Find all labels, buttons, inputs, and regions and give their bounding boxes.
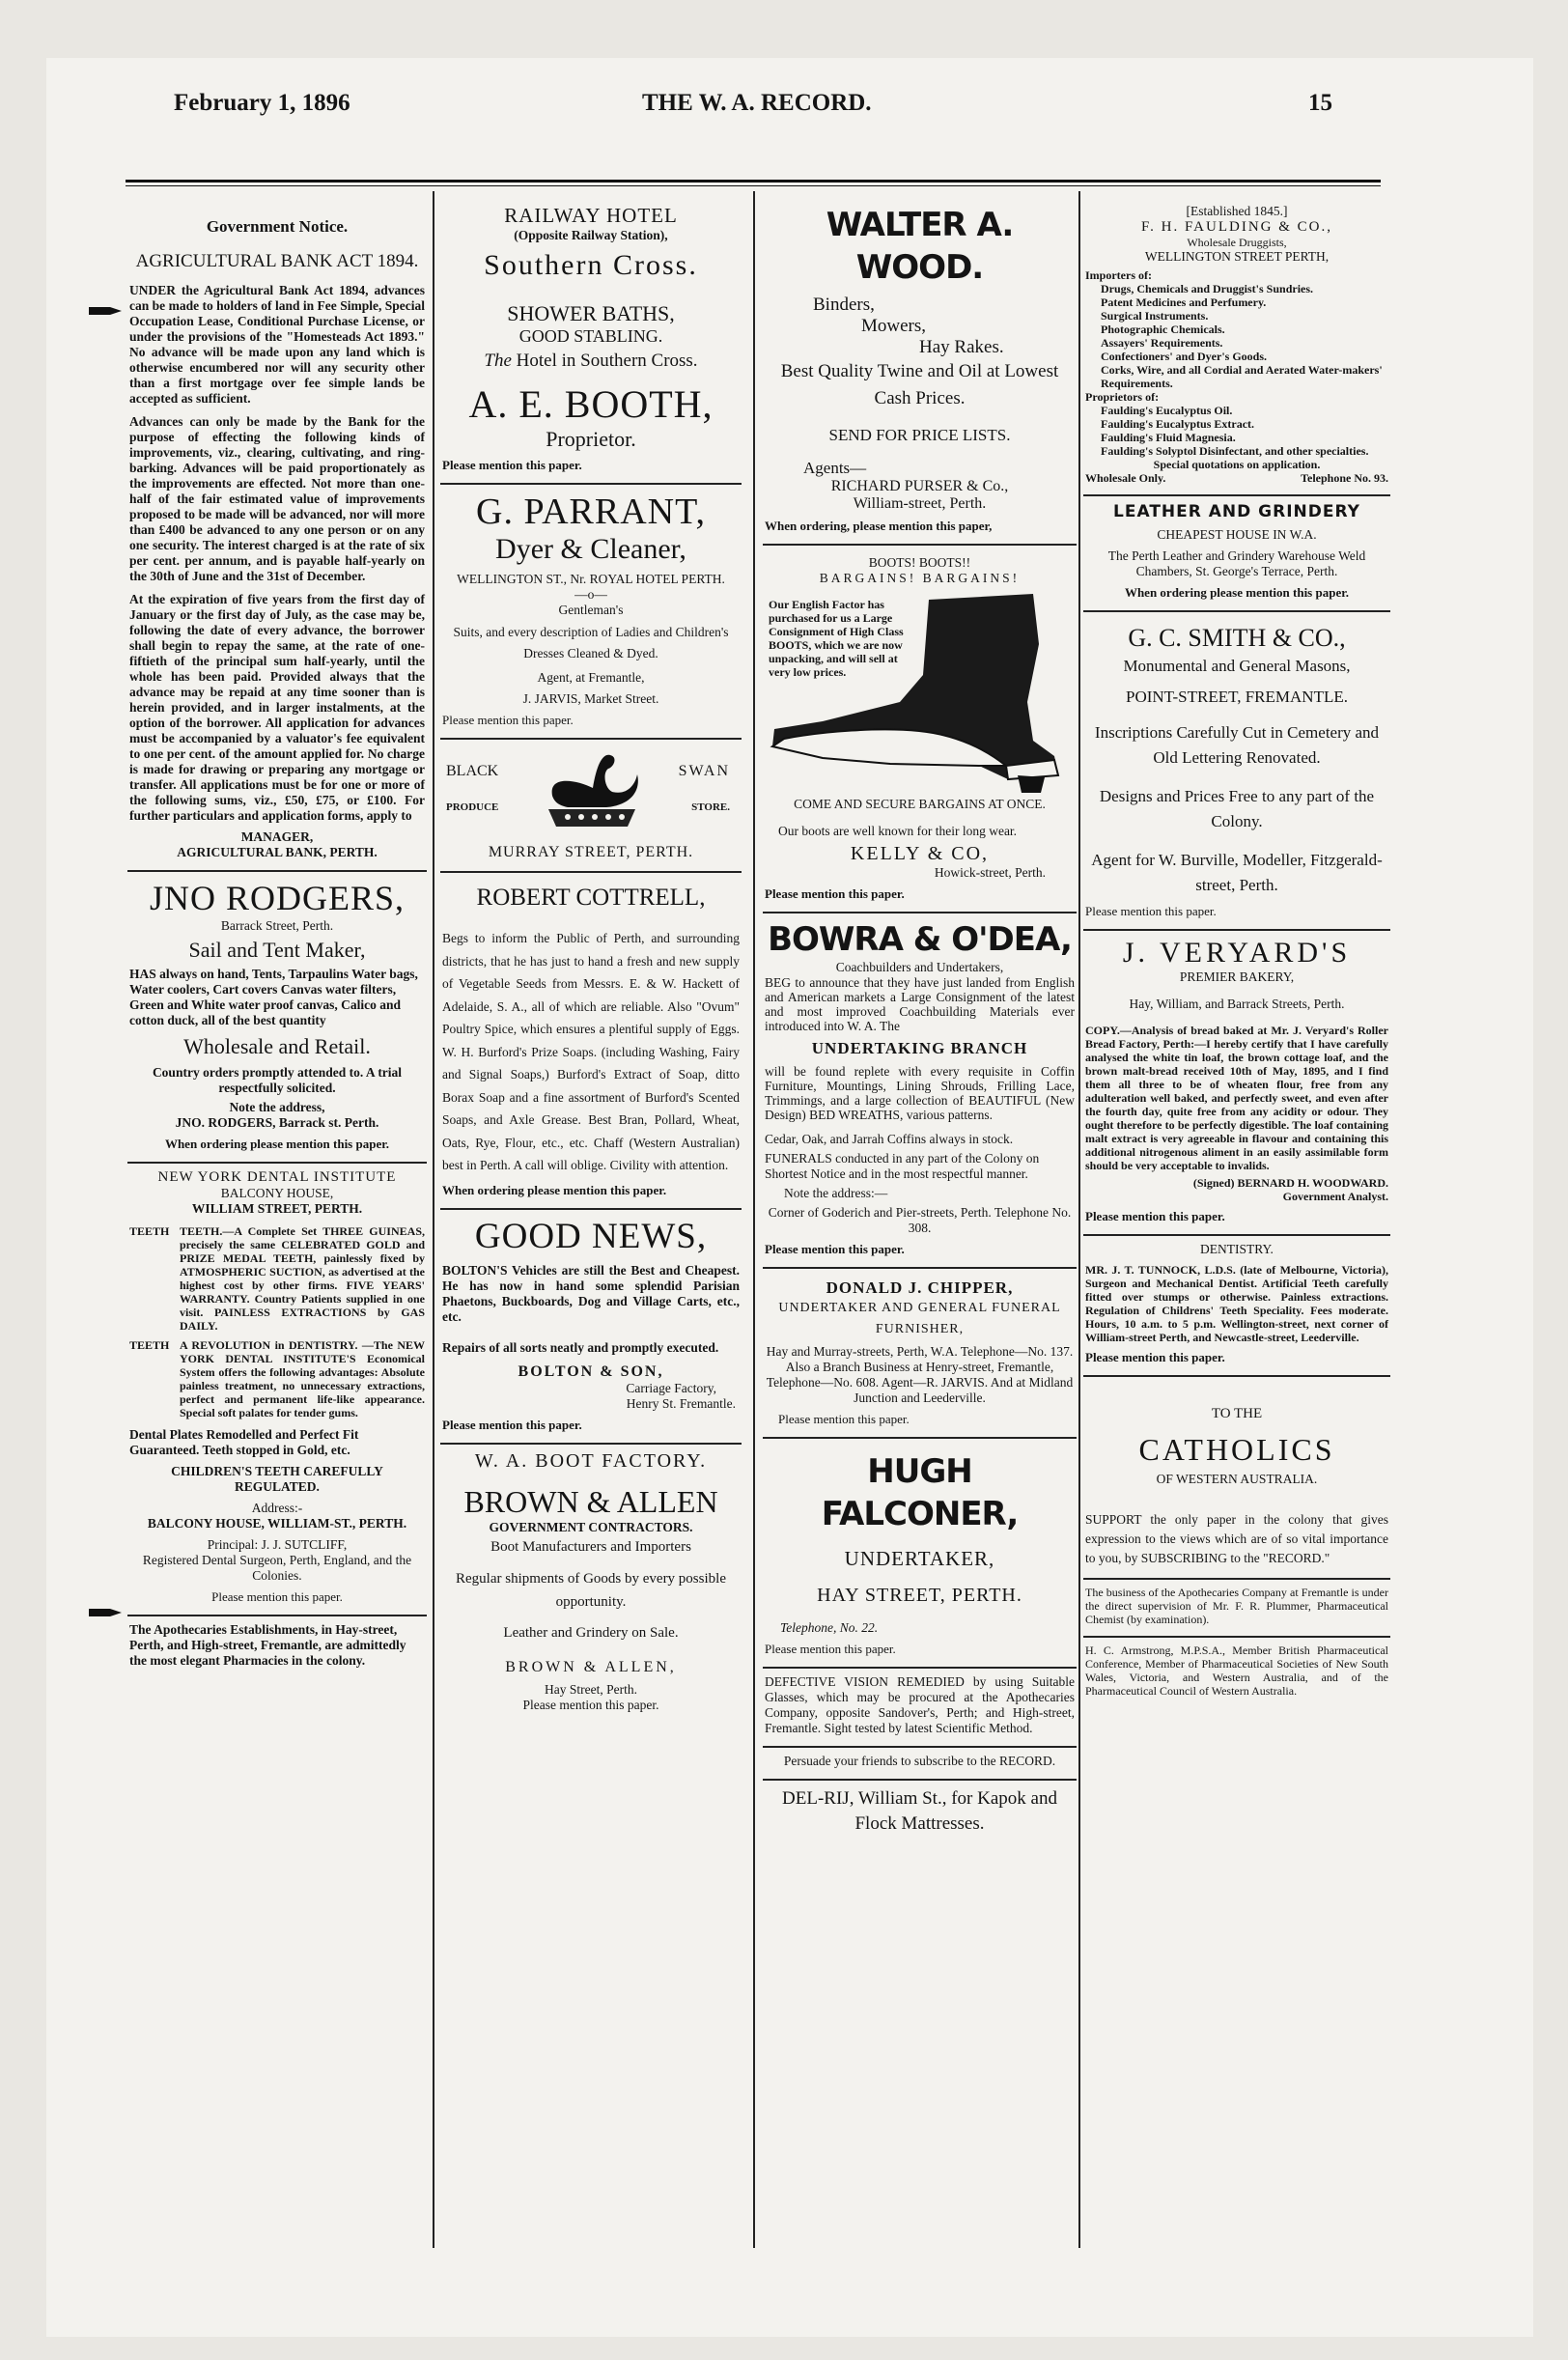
advertiser-name: BROWN & ALLEN (463, 1483, 718, 1519)
bolton-ad (440, 1210, 742, 1445)
ad-text: William-street, Perth. (853, 495, 987, 512)
ad-text: Cedar, Oak, and Jarrah Coffins always in stock. (765, 1132, 1014, 1146)
ad-text: WELLINGTON ST., Nr. ROYAL HOTEL PERTH. (457, 572, 725, 586)
ad-text: Howick-street, Perth. (934, 865, 1046, 880)
ad-text: FUNERALS conducted in any part of the Colony on Shortest Notice and in the most respectful manner. (765, 1151, 1040, 1181)
teeth-label: TEETH (129, 1338, 170, 1352)
apothecaries-company-ad (1083, 1580, 1390, 1638)
advertiser-name: BOWRA & O'DEA, (768, 920, 1072, 959)
column-divider (433, 191, 434, 2248)
ad-text: Hay Street, Perth. (545, 1681, 637, 1697)
dental-institute-ad (127, 1164, 427, 1616)
ad-text: HAY STREET, PERTH. (817, 1585, 1022, 1606)
ad-text: STORE. (691, 801, 730, 813)
dental-block (129, 1224, 425, 1333)
mention-paper: Please mention this paper. (442, 1417, 582, 1432)
mention-paper: Please mention this paper. (778, 1412, 910, 1426)
ad-text: Proprietors of: (1085, 390, 1160, 404)
apothecaries-ad (127, 1616, 427, 1678)
ad-text: OF WESTERN AUSTRALIA. (1156, 1472, 1318, 1486)
vision-ad (763, 1669, 1077, 1748)
ad-text: TEETH.—A Complete Set THREE GUINEAS, precisely the same CELEBRATED GOLD and PRIZE MEDAL TEETH, painlessly fixed by ATMOSPHERIC SUCTION, as advertised at the highest cost by other firms. FIVE YEARS' WARRANTY. Country Patients supplied in one visit. PAINLESS EXTRACTIONS by GAS DAILY. (180, 1224, 425, 1333)
advertiser-name: WALTER A. WOOD. (826, 206, 1014, 287)
armstrong-ad (1083, 1638, 1390, 1707)
ad-text: Designs and Prices Free to any part of the Colony. (1099, 787, 1375, 830)
page-number: 15 (1308, 90, 1332, 116)
ad-text: Telephone, No. 22. (780, 1620, 879, 1635)
ad-text: UNDERTAKER, (844, 1547, 995, 1570)
walter-wood-ad (763, 198, 1077, 546)
advertiser-name: ROBERT COTTRELL, (476, 885, 706, 911)
parrant-ad (440, 485, 742, 740)
ad-text: UNDERTAKING BRANCH (811, 1039, 1028, 1057)
mention-paper: Please mention this paper. (211, 1589, 343, 1604)
veryard-ad (1083, 931, 1390, 1236)
list-item: Faulding's Solyptol Disinfectant, and other specialties. (1101, 444, 1369, 458)
swan-banner (442, 745, 740, 834)
advertiser-name: GOOD NEWS, (474, 1216, 708, 1256)
ad-text: JNO. RODGERS, Barrack st. Perth. (175, 1115, 379, 1130)
boot-icon (765, 586, 1077, 797)
ad-text: WELLINGTON STREET PERTH, (1144, 249, 1330, 264)
mention-paper: Please mention this paper. (442, 713, 574, 727)
advertiser-name: RAILWAY HOTEL (504, 204, 678, 227)
advertiser-name: NEW YORK DENTAL INSTITUTE (157, 1169, 397, 1185)
mention-paper: When ordering please mention this paper. (442, 1182, 667, 1197)
mention-paper: Please mention this paper. (1085, 1350, 1225, 1364)
mention-paper: Please mention this paper. (765, 1642, 896, 1656)
kelly-boots-ad (763, 546, 1077, 913)
act-title: AGRICULTURAL BANK ACT 1894. (135, 251, 419, 271)
advertiser-address: Barrack Street, Perth. (220, 918, 334, 933)
ad-text: The Perth Leather and Grindery Warehouse Weld Chambers, St. George's Terrace, Perth. (1107, 548, 1366, 578)
advertiser-name: F. H. FAULDING & CO., (1140, 219, 1333, 235)
ad-text: will be found replete with every requisite in Coffin Furniture, Mountings, Lining Shrouds, Frilling Lace, Trimmings, and a large collection of BEAUTIFUL (New Design) BED WREATHS, various patterns. (765, 1064, 1075, 1122)
notice-paragraph: UNDER the Agricultural Bank Act 1894, advances can be made to holders of land in Fee Simple, Special Occupation Lease, Conditional Purchase License, or under the provisions of the "Homesteads Act 1893." No advance will be made upon any land which is otherwise encumbered nor will any security other than a first mortgage over fee simple lands be accepted as sufficient. (129, 283, 425, 406)
notice-paragraph: Advances can only be made by the Bank for the purpose of effecting the following kinds of improvements, viz., clearing, cultivating, and ring-barking. Advances will be paid proportionately as the improvements are effected. Not more than one-half of the fair estimated value of improvements proposed to be made will be advanced, nor will more than £400 be advanced to any one person or on any one security. The interest charged is at the rate of six per cent. per annum, and is payable half-yearly on the 30th of June and the 31st of December. (129, 414, 425, 583)
ad-text: Southern Cross. (484, 249, 698, 281)
advertiser-name: DENTISTRY. (1200, 1242, 1274, 1256)
mention-paper: Please mention this paper. (1085, 1209, 1225, 1223)
advertiser-name: G. C. SMITH & CO., (1128, 624, 1346, 652)
ad-text: Our boots are well known for their long wear. (778, 824, 1018, 838)
issue-date: February 1, 1896 (174, 90, 350, 116)
ad-text: Dental Plates Remodelled and Perfect Fit Guaranteed. Teeth stopped in Gold, etc. (129, 1427, 359, 1457)
ad-text: WILLIAM STREET, PERTH. (191, 1201, 363, 1216)
ad-text: —o— (574, 587, 607, 602)
ad-text: H. C. Armstrong, M.P.S.A., Member British Pharmaceutical Conference, Member of Pharmaceutical Societies of New South Wales, Victoria, and Western Australia, and of the Pharmaceutical Council of Western Australia. (1085, 1644, 1388, 1698)
ad-text: Our English Factor has purchased for us a Large Consignment of High Class BOOTS, which we are now unpacking, and will sell at very low prices. (769, 598, 904, 679)
ad-text: The business of the Apothecaries Company at Fremantle is under the direct supervision of Mr. F. R. Plummer, Pharmaceutical Chemist (by examination). (1085, 1586, 1388, 1626)
ad-text: Regular shipments of Goods by every possible opportunity. (456, 1570, 726, 1610)
ad-text: (Signed) BERNARD H. WOODWARD. (1192, 1176, 1388, 1190)
ad-text: Henry St. Fremantle. (626, 1395, 736, 1411)
signature: AGRICULTURAL BANK, PERTH. (177, 845, 378, 859)
list-item: Faulding's Eucalyptus Extract. (1101, 417, 1255, 431)
ad-text: Best Quality Twine and Oil at Lowest Cash Prices. (780, 361, 1059, 408)
ad-text: Note the address:— (784, 1186, 888, 1200)
newspaper-title: THE W. A. RECORD. (642, 90, 872, 116)
black-swan-ad (440, 740, 742, 873)
ad-text: POINT-STREET, FREMANTLE. (1126, 688, 1348, 706)
boot-factory-ad (440, 1445, 742, 1723)
ad-text: SHOWER BATHS, (507, 301, 675, 325)
ad-text: Importers of: (1085, 268, 1152, 282)
ad-text: Corner of Goderich and Pier-streets, Perth. Telephone No. 308. (768, 1205, 1072, 1235)
list-item: Photographic Chemicals. (1101, 323, 1225, 336)
ad-text: Registered Dental Surgeon, Perth, England, and the Colonies. (142, 1553, 412, 1583)
mention-paper: Please mention this paper. (1085, 904, 1217, 918)
list-item: Corks, Wire, and all Cordial and Aerated Water-makers' Requirements. (1101, 363, 1383, 390)
ad-text: COPY.—Analysis of bread baked at Mr. J. Veryard's Roller Bread Factory, Perth:—I hereby certify that I have carefully analysed the white tin loaf, the brown cottage loaf, and the brown malt-bread received 10th of May, 1895, and I find them all three to be of wheaten flour, free from any adulteration well baked, and perfectly sweet, and even after the fourth day, quite free from any acidity or odour. They ought therefore to be perfectly digestible. The loaf containing malt extract is very agreeable in flavour and containing this additional nitrogenous aliment in an easily assimilable form should be very acceptable to invalids. (1085, 1024, 1388, 1172)
advertiser-name: JNO RODGERS, (149, 879, 406, 917)
ad-text: Mowers, (861, 316, 927, 336)
list-item: Confectioners' and Dyer's Goods. (1101, 350, 1267, 363)
cottrell-ad (440, 873, 742, 1210)
railway-hotel-ad (440, 198, 742, 485)
ad-text: J. JARVIS, Market Street. (522, 691, 659, 706)
ad-text: Agent, at Fremantle, (537, 670, 645, 685)
column-4 (1083, 198, 1390, 1707)
ad-text: Address:- (251, 1501, 303, 1515)
catholics-ad (1083, 1377, 1390, 1580)
ad-text: CHEAPEST HOUSE IN W.A. (1157, 527, 1317, 542)
ad-text: Country orders promptly attended to. A trial respectfully solicited. (152, 1065, 403, 1095)
ad-text: Monumental and General Masons, (1123, 657, 1351, 675)
advertiser-name: LEATHER AND GRINDERY (1113, 502, 1360, 521)
ad-text: BLACK (446, 763, 499, 779)
ad-text: HAS always on hand, Tents, Tarpaulins Water bags, Water coolers, Cart covers Canvas water filters, Green and White water proof canvas, Calico and cotton duck, all of the best quantity (129, 967, 418, 1027)
ad-text: BALCONY HOUSE, (220, 1186, 334, 1200)
ad-text: BOLTON'S Vehicles are still the Best and Cheapest. He has now in hand some splendid Parisian Phaetons, Buckboards, Dog and Village Carts, etc., etc. (442, 1262, 740, 1324)
ad-text: GOVERNMENT CONTRACTORS. (489, 1519, 693, 1534)
advertiser-name: G. PARRANT, (476, 492, 706, 532)
leather-grindery-ad (1083, 496, 1390, 612)
notice-paragraph: At the expiration of five years from the first day of January or the first day of July, as the case may be, following the date of every advance, the borrower shall begin to repay the same, at the rate of one-fiftieth of the principal sum half-yearly, until the whole has been paid. Provided always that the advance may be repaid at any time sooner than is herein provided, and in larger instalments, at the option of the borrower. All application for advances must be accompanied by a valuator's fee equivalent to one per cent. of the amount applied for. No charge is made for drawing or preparing any mortgage or transfer. All applications must be for one or more of the following sums, viz., £50, £75, or £100. For further particulars and application forms, apply to (129, 592, 425, 823)
ad-text: UNDERTAKER AND GENERAL FUNERAL FURNISHER, (778, 1301, 1061, 1336)
ad-text: SWAN (678, 763, 730, 779)
ad-text: DEFECTIVE VISION REMEDIED by using Suitable Glasses, which may be procured at the Apothecaries Company, opposite Sandover's, Perth; and High-street, Fremantle. Sight tested by latest Scientific Method. (765, 1674, 1075, 1735)
ad-text: [Established 1845.] (1186, 204, 1288, 218)
ad-text: (Opposite Railway Station), (514, 228, 668, 242)
list-item: Faulding's Eucalyptus Oil. (1101, 404, 1233, 417)
ad-text: Hay, William, and Barrack Streets, Perth. (1129, 997, 1345, 1011)
ad-text: Leather and Grindery on Sale. (503, 1624, 679, 1641)
dentistry-ad (1083, 1236, 1390, 1377)
ad-text: Repairs of all sorts neatly and promptly executed. (442, 1339, 719, 1355)
ad-text: Telephone No. 93. (1301, 471, 1388, 485)
mention-paper: When ordering please mention this paper. (164, 1137, 390, 1151)
ad-text: GOOD STABLING. (518, 326, 663, 346)
ad-text: PRODUCE (446, 801, 499, 813)
advertiser-name: A. E. BOOTH, (468, 382, 714, 426)
list-item: Assayers' Requirements. (1101, 336, 1223, 350)
column-divider (753, 191, 755, 2248)
ad-text: BEG to announce that they have just landed from English and American markets a Large Consignment of the latest and most improved Coachbuilding Materials ever introduced into W. A. The (765, 975, 1075, 1033)
advertiser-name: CATHOLICS (1138, 1432, 1335, 1467)
mention-paper: When ordering, please mention this paper, (765, 519, 993, 533)
advertiser-trade: Sail and Tent Maker, (188, 938, 366, 962)
ad-text: Wholesale and Retail. (183, 1034, 371, 1058)
ad-text: Hay and Murray-streets, Perth, W.A. Telephone—No. 137. Also a Branch Business at Henry-street, Fremantle, Telephone—No. 608. Agent—R. JARVIS. And at Midland Junction and Leederville. (766, 1344, 1074, 1405)
ad-text: The Apothecaries Establishments, in Hay-street, Perth, and High-street, Fremantle, are admittedly the most elegant Pharmacies in the colony. (129, 1622, 406, 1668)
boot-illustration (765, 586, 1075, 797)
ad-text: MURRAY STREET, PERTH. (488, 844, 694, 860)
ad-text: CHILDREN'S TEETH CAREFULLY REGULATED. (171, 1464, 383, 1494)
ad-text: Hotel in Southern Cross. (516, 351, 698, 371)
ad-text: Persuade your friends to subscribe to the RECORD. (783, 1754, 1056, 1768)
ad-text: Agents— (803, 459, 867, 477)
list-item: Patent Medicines and Perfumery. (1101, 295, 1267, 309)
chipper-ad (763, 1269, 1077, 1439)
mention-paper: Please mention this paper. (522, 1697, 659, 1712)
ad-text: The (484, 351, 512, 371)
ad-text: Coachbuilders and Undertakers, (835, 960, 1004, 974)
ad-text: Proprietor. (546, 427, 636, 451)
advertiser-name: HUGH FALCONER, (821, 1452, 1019, 1533)
column-2 (440, 198, 742, 1723)
ad-text: SUPPORT the only paper in the colony that gives expression to the views which are of so vital importance to you, by SUBSCRIBING to the "RECORD." (1085, 1512, 1388, 1565)
ad-text: Carriage Factory, (626, 1380, 716, 1395)
header-rule-thin (126, 185, 1381, 186)
ad-text: TO THE (1211, 1406, 1263, 1421)
delrij-ad (763, 1781, 1077, 1846)
ad-text: Binders, (813, 295, 875, 315)
teeth-label: TEETH (129, 1224, 170, 1238)
ad-text: DEL-RIJ, William St., for Kapok and Flock Mattresses. (782, 1788, 1057, 1834)
mention-paper: Please mention this paper. (442, 458, 582, 472)
ad-text: W. A. BOOT FACTORY. (474, 1449, 708, 1472)
dental-block (129, 1338, 425, 1419)
falconer-ad (763, 1439, 1077, 1669)
list-item: Faulding's Fluid Magnesia. (1101, 431, 1236, 444)
persuade-ad (763, 1748, 1077, 1781)
mention-paper: Please mention this paper. (765, 886, 905, 901)
faulding-import-list (1085, 282, 1388, 390)
list-item: Surgical Instruments. (1101, 309, 1209, 323)
column-1 (127, 198, 427, 1678)
ad-text: Note the address, (229, 1100, 325, 1114)
ad-text: MR. J. T. TUNNOCK, L.D.S. (late of Melbourne, Victoria), Surgeon and Mechanical Dentist. Artificial Teeth carefully fitted over stumps or otherwise. Painless extractions. Regulation of Childrens' Teeth Speciality. Fees moderate. Hours, 10 a.m. to 5 p.m. Wellington-street, next corner of William-street Perth, and Newcastle-street, Leederville. (1085, 1263, 1388, 1344)
ad-text: Wholesale Druggists, (1187, 236, 1287, 249)
ad-text: Boot Manufacturers and Importers (490, 1538, 691, 1555)
ad-text: RICHARD PURSER & Co., (830, 478, 1009, 494)
ad-text: SEND FOR PRICE LISTS. (828, 426, 1011, 444)
ad-text: BROWN & ALLEN, (505, 1658, 677, 1675)
notice-heading: Government Notice. (206, 217, 349, 236)
agricultural-bank-notice (127, 198, 427, 872)
ad-text: BOOTS! BOOTS!! (868, 555, 971, 570)
ad-text: Dyer & Cleaner, (495, 533, 686, 565)
ad-text: Principal: J. J. SUTCLIFF, (207, 1537, 348, 1552)
ad-text: BOLTON & SON, (518, 1363, 664, 1380)
advertiser-name: DONALD J. CHIPPER, (826, 1278, 1014, 1297)
ad-text: Suits, and every description of Ladies and Children's Dresses Cleaned & Dyed. (453, 625, 729, 660)
rodgers-ad (127, 872, 427, 1164)
page-header (126, 90, 1371, 148)
ad-text: Inscriptions Carefully Cut in Cemetery and Old Lettering Renovated. (1094, 723, 1380, 767)
faulding-props-list (1085, 404, 1388, 458)
ad-text: A REVOLUTION in DENTISTRY. —The NEW YORK DENTAL INSTITUTE'S Economical System offers the following advantages: Absolute painless treatment, no unnecessary extractions, perfect and permanent life-like appearance. Special soft palates for tender gums. (180, 1338, 425, 1419)
column-divider (1078, 191, 1080, 2248)
ad-text: BARGAINS! BARGAINS! (819, 571, 1021, 585)
gc-smith-ad (1083, 612, 1390, 931)
column-3 (763, 198, 1077, 1846)
ad-text: Hay Rakes. (919, 337, 1004, 357)
signature: MANAGER, (240, 829, 314, 844)
ad-text: Agent for W. Burville, Modeller, Fitzgerald-street, Perth. (1091, 851, 1383, 894)
ad-text: PREMIER BAKERY, (1179, 969, 1295, 984)
mention-paper: Please mention this paper. (765, 1242, 905, 1256)
pointing-hand-icon (87, 1603, 124, 1622)
advertiser-name: J. VERYARD'S (1122, 937, 1352, 969)
faulding-ad (1083, 198, 1390, 496)
ad-text: COME AND SECURE BARGAINS AT ONCE. (794, 797, 1046, 811)
ad-text: BALCONY HOUSE, WILLIAM-ST., PERTH. (147, 1516, 407, 1531)
header-rule (126, 180, 1381, 183)
ad-text: Special quotations on application. (1153, 458, 1321, 471)
list-item: Drugs, Chemicals and Druggist's Sundries. (1101, 282, 1314, 295)
ad-text: Begs to inform the Public of Perth, and surrounding districts, that he has just to hand a fresh and new supply of Vegetable Seeds from Messrs. E. & W. Hackett of Adelaide, S. A., all of which are reliable. Also "Ovum" Poultry Spice, which ensures a plentiful supply of Eggs. W. H. Burford's Prize Soaps. (including Washing, Fairy and Signal Soaps,) Burford's Extract of Soap, ditto Borax Soap and a fine assortment of Burford's Scented Soaps, and Axle Grease. Best Bran, Pollard, Wheat, Oats, Rye, Flour, etc., etc. Chaff (Western Australian) best in Perth. A call will oblige. Civility with attention. (442, 931, 740, 1172)
bowra-odea-ad (763, 913, 1077, 1269)
black-swan-icon (539, 745, 645, 832)
ad-text: Gentleman's (558, 603, 624, 617)
advertiser-name: KELLY & CO, (850, 843, 990, 864)
mention-paper: When ordering please mention this paper. (1124, 585, 1350, 600)
ad-text: Wholesale Only. (1085, 471, 1166, 485)
pointing-hand-icon (87, 301, 124, 321)
ad-text: Government Analyst. (1282, 1190, 1388, 1203)
